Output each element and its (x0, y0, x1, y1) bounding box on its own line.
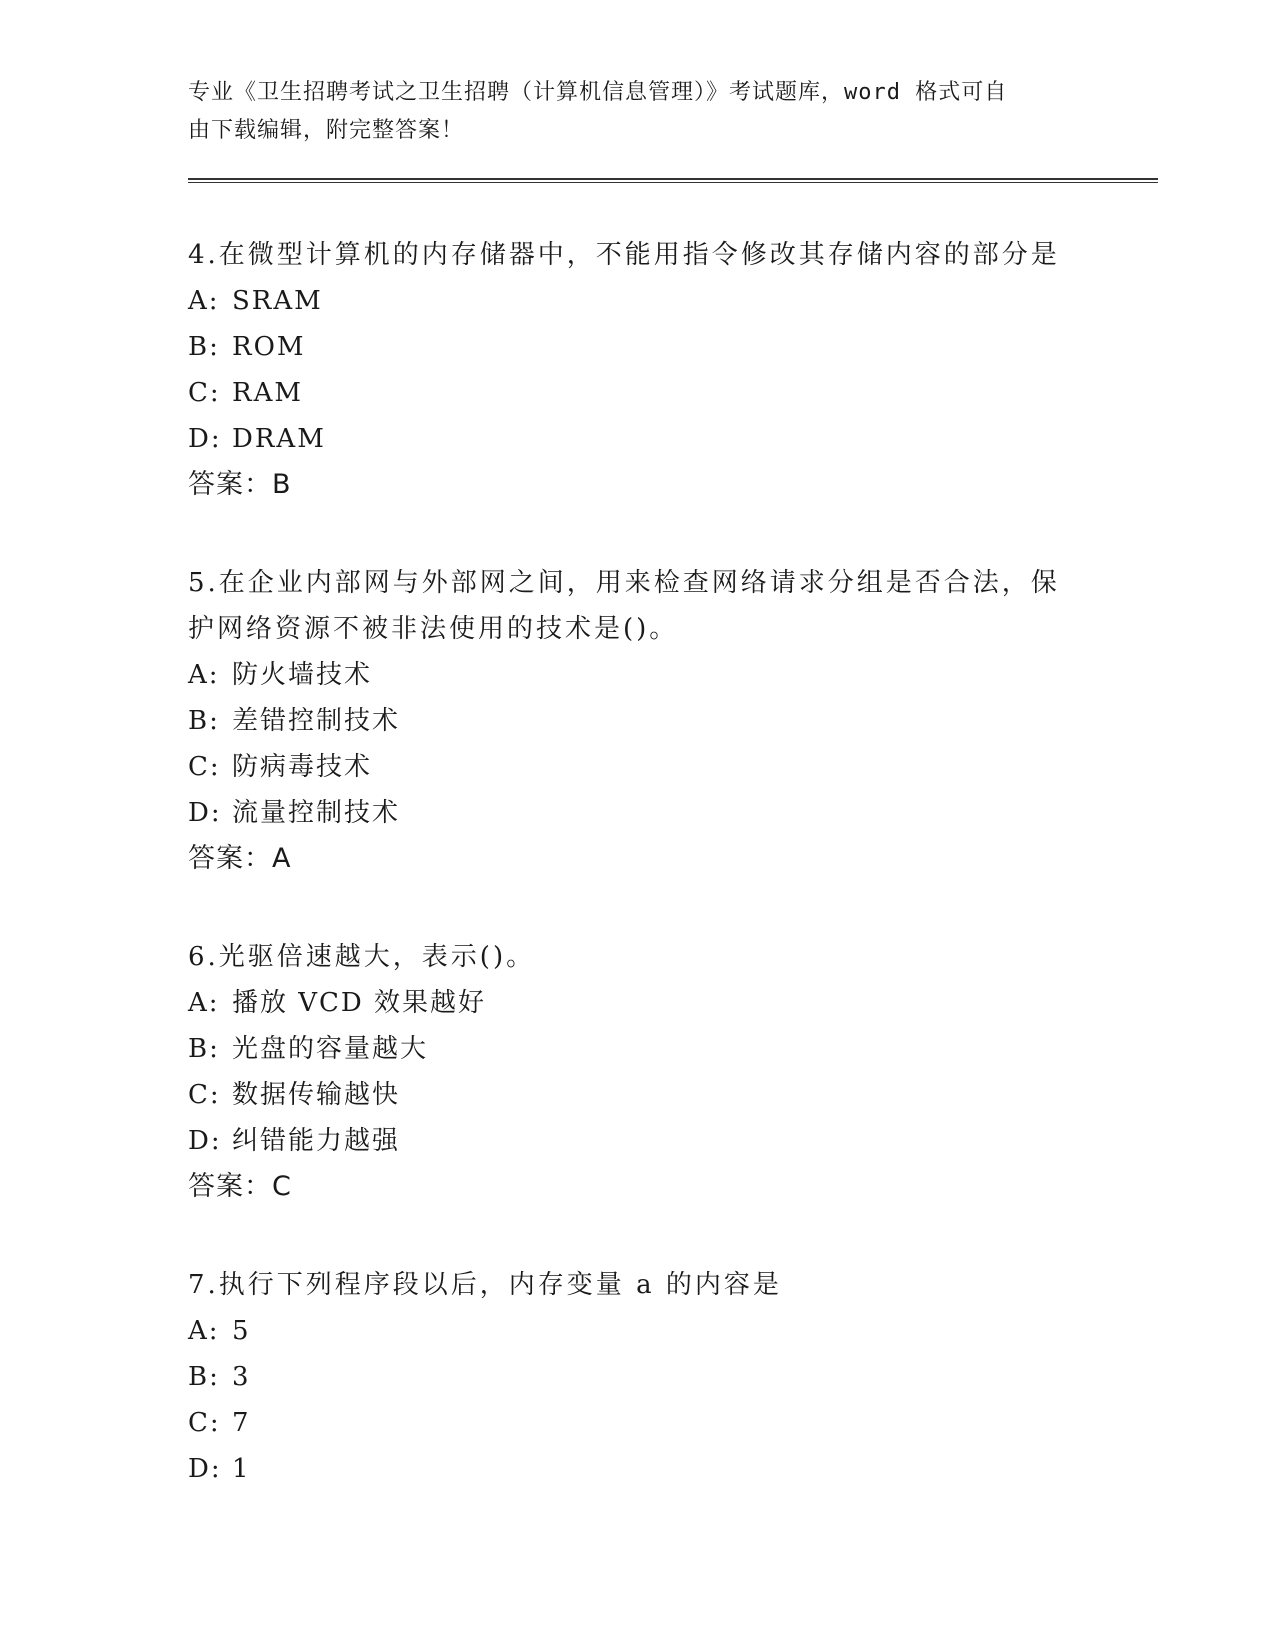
option-text: 防火墙技术 (232, 660, 373, 690)
option-letter: B: (188, 332, 220, 362)
question-stem: 5.在企业内部网与外部网之间，用来检查网络请求分组是否合法，保护网络资源不被非法使用的技术是()。 (188, 568, 1060, 644)
option-letter: B: (188, 706, 220, 736)
option-a (188, 278, 1088, 324)
question-4 (188, 232, 1088, 508)
option-letter: D: (188, 798, 222, 828)
option-b (188, 1026, 1088, 1072)
option-text: 播放 VCD 效果越好 (232, 988, 487, 1018)
option-a (188, 1308, 1088, 1354)
option-b (188, 1354, 1088, 1400)
option-letter: D: (188, 1126, 222, 1156)
header-line-1: 专业《卫生招聘考试之卫生招聘（计算机信息管理）》考试题库，word 格式可自 (188, 80, 1008, 105)
question-stem: 7.执行下列程序段以后，内存变量 a 的内容是 (188, 1270, 782, 1300)
option-d (188, 1446, 1088, 1492)
option-text: 纠错能力越强 (232, 1126, 401, 1156)
option-text: 数据传输越快 (232, 1080, 401, 1110)
option-d (188, 1118, 1088, 1164)
option-text: 3 (232, 1362, 251, 1392)
document-header (188, 74, 1068, 150)
option-text: SRAM (232, 286, 323, 316)
question-stem: 4.在微型计算机的内存储器中，不能用指令修改其存储内容的部分是 (188, 240, 1060, 270)
option-letter: C: (188, 752, 221, 782)
answer-line: 答案：B (188, 469, 292, 500)
question-stem: 6.光驱倍速越大，表示()。 (188, 942, 536, 972)
option-text: 差错控制技术 (232, 706, 401, 736)
option-a (188, 652, 1088, 698)
option-letter: C: (188, 1408, 221, 1438)
header-divider (188, 178, 1158, 183)
option-text: 1 (232, 1454, 251, 1484)
option-letter: A: (188, 286, 220, 316)
option-letter: B: (188, 1034, 220, 1064)
option-c (188, 370, 1088, 416)
option-a (188, 980, 1088, 1026)
option-text: 5 (232, 1316, 251, 1346)
option-letter: A: (188, 660, 220, 690)
question-list (188, 232, 1088, 1544)
option-text: ROM (232, 332, 306, 362)
answer-line: 答案：C (188, 1171, 292, 1202)
option-b (188, 698, 1088, 744)
option-letter: D: (188, 424, 222, 454)
option-letter: C: (188, 378, 221, 408)
option-letter: D: (188, 1454, 222, 1484)
option-letter: A: (188, 1316, 220, 1346)
option-text: 光盘的容量越大 (232, 1034, 429, 1064)
question-6 (188, 934, 1088, 1210)
answer-line: 答案：A (188, 843, 292, 874)
option-d (188, 790, 1088, 836)
option-c (188, 1400, 1088, 1446)
header-line-2: 由下载编辑，附完整答案！ (188, 118, 465, 143)
option-text: RAM (232, 378, 303, 408)
option-text: DRAM (232, 424, 326, 454)
option-c (188, 1072, 1088, 1118)
option-b (188, 324, 1088, 370)
option-text: 流量控制技术 (232, 798, 401, 828)
option-text: 7 (232, 1408, 251, 1438)
question-5 (188, 560, 1088, 882)
option-text: 防病毒技术 (232, 752, 373, 782)
option-letter: B: (188, 1362, 220, 1392)
question-7 (188, 1262, 1088, 1492)
option-d (188, 416, 1088, 462)
option-letter: A: (188, 988, 220, 1018)
option-letter: C: (188, 1080, 221, 1110)
option-c (188, 744, 1088, 790)
